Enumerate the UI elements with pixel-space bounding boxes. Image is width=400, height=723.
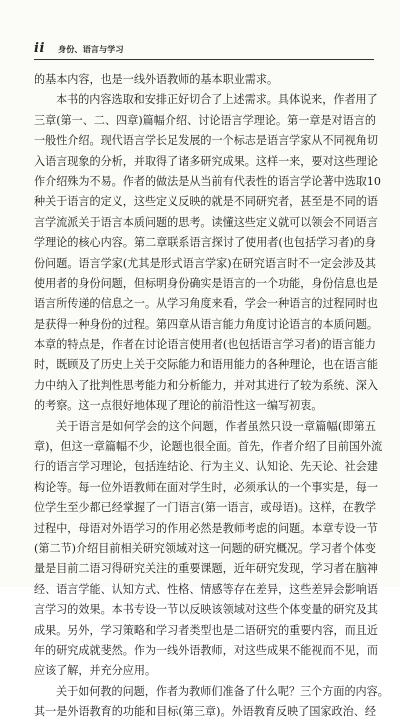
running-title: 身份、语言与学习 (58, 44, 124, 54)
page-number: ii (34, 41, 45, 56)
text-line: 份问题。语言学家(尤其是形式语言学家)在研究语言时不一定会涉及其 (34, 256, 376, 270)
text-line: 三章(第一、二、四章)篇幅介绍、讨论语言学理论。第一章是对语言的 (34, 113, 376, 127)
text-line: 作介绍殊为不易。作者的做法是从当前有代表性的语言学论著中选取10 (34, 174, 381, 188)
text-line: 语言所传递的信息之一。从学习角度来看，学会一种语言的过程同时也 (34, 297, 378, 311)
text-line: 应该了解，并充分应用。 (34, 664, 157, 678)
text-line: (第二节)介绍目前相关研究领域对这一问题的研究概况。学习者个体变 (34, 541, 376, 555)
text-line: 力中纳入了批判性思考能力和分析能力，并对其进行了较为系统、深入 (34, 378, 378, 392)
text-line: 位学生至少都已经掌握了一门语言(第一语言，或母语)。这样，在教学 (34, 501, 376, 515)
text-line: 量是目前二语习得研究关注的重要课题，近年研究发现，学习者在脑神 (34, 562, 378, 576)
text-line: 言学习的效果。本书专设一节以反映该领域对这些个体变量的研究及其 (34, 603, 378, 617)
text-line: 其一是外语教育的功能和目标(第三章)。外语教育反映了国家政治、经 (34, 705, 376, 719)
text-line: 一般性介绍。现代语言学长足发展的一个标志是语言学家从不同视角切 (34, 134, 378, 148)
text-line: 种关于语言的定义，这些定义反映的就是不同研究者，甚至是不同的语 (34, 195, 378, 209)
text-line: 关于如何教的问题，作者为教师们准备了什么呢？三个方面的内容。 (56, 684, 389, 698)
text-line: 本章的特点是，作者在讨论语言使用者(也包括语言学习者)的语言能力 (34, 338, 376, 352)
text-line: 成果。另外，学习策略和学习者类型也是二语研究的重要内容，而且近 (34, 623, 378, 637)
text-line: 过程中，母语对外语学习的作用必然是教师考虑的问题。本章专设一节 (34, 521, 378, 535)
text-line: 的基本内容，也是一线外语教师的基本职业需求。 (34, 73, 279, 86)
text-line: 章)，但这一章篇幅不少，论题也很全面。首先，作者介绍了目前国外流 (34, 440, 383, 454)
text-line: 关于语言是如何学会的这个问题，作者虽然只设一章篇幅(即第五 (56, 419, 376, 433)
text-line: 是获得一种身份的过程。第四章从语言能力角度讨论语言的本质问题。 (34, 317, 378, 331)
text-line: 年的研究成就斐然。作为一线外语教师，对这些成果不能视而不见，而 (34, 643, 378, 657)
text-line: 使用者的身份问题，但标明身份确实是语言的一个功能，身份信息也是 (34, 276, 378, 290)
text-line: 学理论的核心内容。第二章联系语言探讨了使用者(也包括学习者)的身 (34, 236, 376, 250)
text-line: 行的语言学习理论，包括连结论、行为主义、认知论、先天论、社会建 (34, 460, 378, 474)
page-header (34, 40, 374, 60)
text-line: 入语言现象的分析，并取得了诸多研究成果。这样一来，要对这些理论 (34, 154, 378, 168)
text-line: 本书的内容选取和安排正好切合了上述需求。具体说来，作者用了 (56, 93, 378, 107)
body-text (34, 70, 389, 723)
text-line: 构论等。每一位外语教师在面对学生时，必须承认的一个事实是，每一 (34, 480, 378, 494)
text-line: 时，既顾及了历史上关于交际能力和语用能力的各种理论，也在语言能 (34, 358, 378, 372)
header-rule (34, 59, 374, 60)
text-line: 言学流派关于语言本质问题的思考。读懂这些定义就可以领会不同语言 (34, 215, 378, 229)
text-line: 经、语言学能、认知方式、性格、情感等存在差异，这些差异会影响语 (34, 582, 378, 596)
text-line: 的考察。这一点很好地体现了理论的前沿性这一编写初衷。 (34, 399, 323, 413)
